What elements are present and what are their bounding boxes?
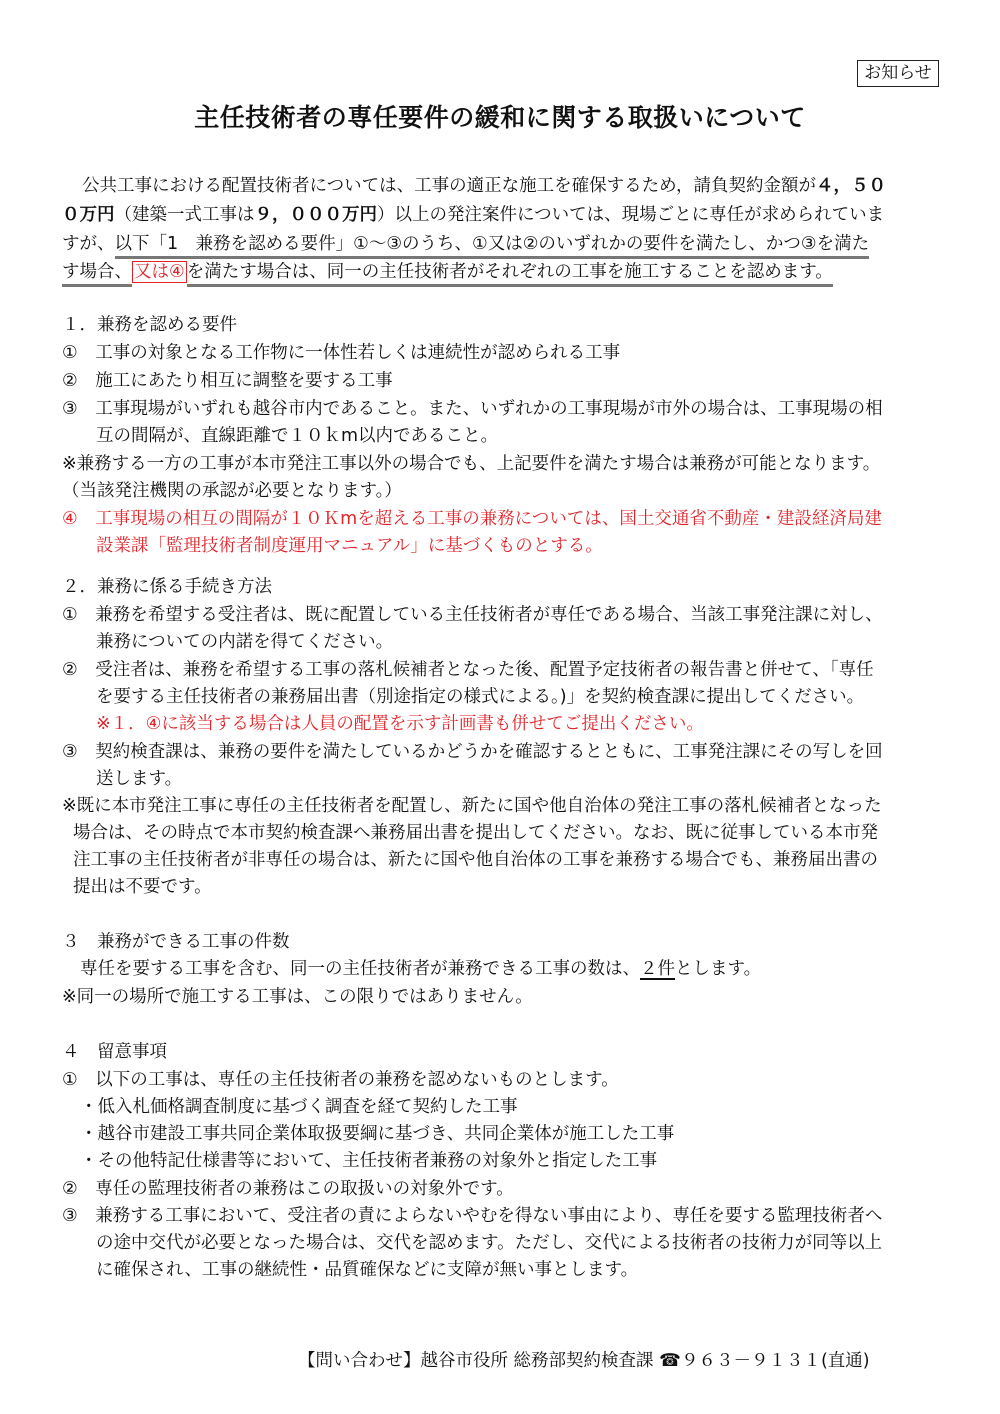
section3-heading: ３ 兼務ができる工事の件数 — [62, 932, 290, 952]
section1-note-1: ※兼務する一方の工事が本市発注工事以外の場合でも、上記要件を満たす場合は兼務が可能となります。 — [62, 454, 881, 474]
phone-number: ９６３－９１３１(直通) — [680, 1351, 870, 1371]
contact-label: 【問い合わせ】越谷市役所 総務部契約検査課 — [298, 1351, 654, 1371]
section4-bullet-3: ・その他特記仕様書等において、主任技術者兼務の対象外と指定した工事 — [80, 1151, 658, 1171]
section4-item-1: ① 以下の工事は、専任の主任技術者の兼務を認めないものとします。 — [62, 1070, 619, 1090]
section2-item-2: ② 受注者は、兼務を希望する工事の落札候補者となった後、配置予定技術者の報告書と併せて、「専任 — [62, 660, 874, 680]
section2-note-2: 場合は、その時点で本市契約検査課へ兼務届出書を提出してください。なお、既に従事している本市発 — [73, 823, 878, 843]
section3-note: ※同一の場所で施工する工事は、この限りではありません。 — [62, 987, 533, 1007]
section4-item-3: ③ 兼務する工事において、受注者の責によらないやむを得ない事由により、専任を要する監理技術者へ — [62, 1206, 883, 1226]
phone-icon: ☎ — [659, 1351, 681, 1371]
section4-bullet-1: ・低入札価格調査制度に基づく調査を経て契約した工事 — [80, 1097, 518, 1117]
section4-item-3-cont-1: の途中交代が必要となった場合は、交代を認めます。ただし、交代による技術者の技術力が同等以上 — [96, 1233, 883, 1253]
section1-heading: １．兼務を認める要件 — [62, 315, 237, 335]
intro-line-1: 公共工事における配置技術者については、工事の適正な施工を確保するため，請負契約金額が４，５０ — [82, 176, 886, 196]
section1-item-4: ④ 工事現場の相互の間隔が１０Ｋmを超える工事の兼務については、国土交通省不動産・建設経済局建 — [62, 509, 882, 529]
section1-item-3-cont: 互の間隔が、直線距離で１０ｋm以内であること。 — [96, 426, 499, 446]
intro-line-4: す場合、 又は④ を満たす場合は、同一の主任技術者がそれぞれの工事を施工することを認めます。 — [62, 259, 833, 285]
section2-note-4: 提出は不要です。 — [73, 877, 212, 897]
section1-note-2: （当該発注機関の承認が必要となります。） — [62, 481, 402, 501]
section3-line-1: 専任を要する工事を含む、同一の主任技術者が兼務できる工事の数は、２件とします。 — [80, 959, 762, 979]
section2-heading: ２．兼務に係る手続き方法 — [62, 577, 272, 597]
section2-item-1: ① 兼務を希望する受注者は、既に配置している主任技術者が専任である場合、当該工事発注課に対し、 — [62, 605, 883, 625]
notice-badge: お知らせ — [857, 60, 939, 87]
intro-line-2: ０万円（建築一式工事は９，０００万円）以上の発注案件については、現場ごとに専任が求められていま — [62, 205, 885, 225]
section4-item-2: ② 専任の監理技術者の兼務はこの取扱いの対象外です。 — [62, 1179, 514, 1199]
section2-item-2-cont: を要する主任技術者の兼務届出書（別途指定の様式による。)」を契約検査課に提出してください。 — [96, 687, 865, 707]
section2-note-3: 注工事の主任技術者が非専任の場合は、新たに国や他自治体の工事を兼務する場合でも、兼務届出書の — [73, 850, 878, 870]
section2-item-2-note: ※１．④に該当する場合は人員の配置を示す計画書も併せてご提出ください。 — [96, 714, 704, 734]
section4-bullet-2: ・越谷市建設工事共同企業体取扱要綱に基づき、共同企業体が施工した工事 — [80, 1124, 675, 1144]
section1-item-1: ① 工事の対象となる工作物に一体性若しくは連続性が認められる工事 — [62, 343, 621, 363]
intro-line-3: すが、以下「1 兼務を認める要件」①～③のうち、①又は②のいずれかの要件を満たし、かつ③を満た — [62, 231, 869, 257]
contact-footer — [298, 1347, 870, 1372]
section1-item-2: ② 施工にあたり相互に調整を要する工事 — [62, 371, 393, 391]
section1-item-3: ③ 工事現場がいずれも越谷市内であること。また、いずれかの工事現場が市外の場合は、工事現場の相 — [62, 399, 883, 419]
section2-item-3: ③ 契約検査課は、兼務の要件を満たしているかどうかを確認するとともに、工事発注課にその写しを回 — [62, 742, 883, 762]
document-title: 主任技術者の専任要件の緩和に関する取扱いについて — [194, 103, 806, 132]
section2-item-1-cont: 兼務についての内諾を得てください。 — [96, 632, 394, 652]
section4-item-3-cont-2: に確保され、工事の継続性・品質確保などに支障が無い事とします。 — [96, 1260, 639, 1280]
section4-heading: ４ 留意事項 — [62, 1042, 167, 1062]
section1-item-4-cont: 設業課「監理技術者制度運用マニュアル」に基づくものとする。 — [96, 536, 603, 556]
section2-item-3-cont: 送します。 — [96, 769, 183, 789]
section2-note-1: ※既に本市発注工事に専任の主任技術者を配置し、新たに国や他自治体の発注工事の落札候補者となった — [62, 796, 882, 816]
